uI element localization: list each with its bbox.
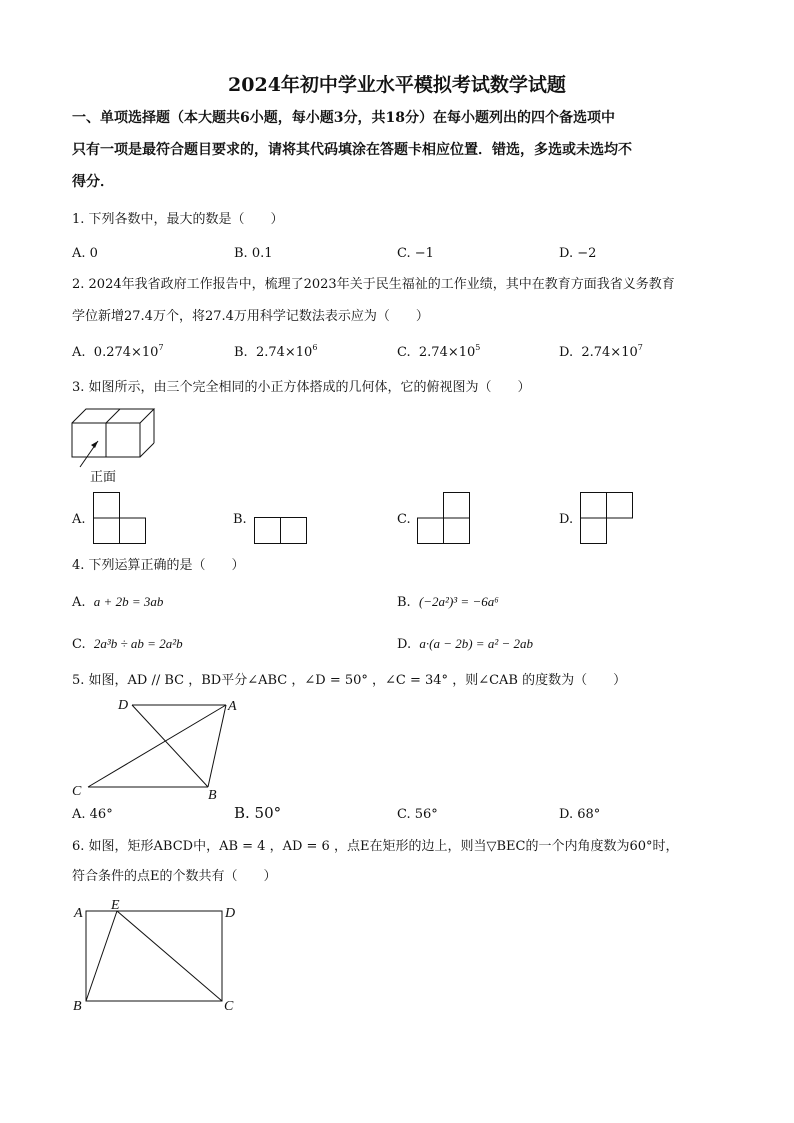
q4-option-b-expr: (−2a²)³ = −6a⁶ (418, 594, 499, 609)
q5-label-b: B (208, 788, 217, 803)
q3-option-a-figure (93, 492, 147, 544)
q5-option-a: A. 46° (72, 807, 113, 822)
q2-option-d-exp: 7 (637, 343, 643, 352)
section-heading-line3: 得分． (72, 174, 114, 190)
q5-option-d: D. 68° (559, 807, 601, 822)
q2-option-d (559, 345, 643, 361)
q1-option-c: C. −1 (397, 246, 434, 261)
q5-option-c: C. 56° (397, 807, 438, 822)
q2-option-b-base: 2.74×10 (255, 345, 313, 360)
q2-option-a (72, 345, 164, 361)
q3-solid-figure (70, 405, 154, 475)
q6-label-b: B (73, 999, 82, 1014)
q6-rectangle-figure (70, 895, 250, 1020)
q4-option-a-letter: A. (72, 595, 86, 610)
q5-label-c: C (72, 784, 82, 799)
q2-option-d-base: 2.74×10 (581, 345, 638, 360)
q6-label-e: E (111, 898, 120, 913)
q4-option-b (397, 594, 499, 611)
q2-option-a-exp: 7 (158, 343, 164, 352)
q2-option-a-letter: A. (72, 345, 86, 360)
q2-option-d-letter: D. (559, 345, 574, 360)
q6-label-a: A (74, 906, 83, 921)
front-arrow-icon (80, 441, 98, 467)
q5-stem: 5. 如图，AD // BC ，BD平分∠ABC ，∠D = 50° ，∠C = 34° ，则∠CAB 的度数为（ ） (72, 673, 627, 688)
q3-option-d: D. (559, 512, 574, 527)
q2-option-b-exp: 6 (312, 343, 318, 352)
q4-option-a (72, 594, 163, 611)
q2-stem-line2: 学位新增27.4万个，将27.4万用科学记数法表示应为（ ） (72, 309, 429, 324)
q6-label-c: C (224, 999, 234, 1014)
q4-option-d-expr: a·(a − 2b) = a² − 2ab (419, 636, 533, 651)
q1-option-b: B. 0.1 (234, 246, 273, 261)
q6-label-d: D (225, 906, 236, 921)
section-heading-line2: 只有一项是最符合题目要求的，请将其代码填涂在答题卡相应位置．错选，多选或未选均不 (72, 142, 632, 158)
q2-option-c-letter: C. (397, 345, 411, 360)
q4-option-c (72, 636, 183, 653)
q3-option-b: B. (233, 512, 247, 527)
q3-front-label: 正面 (90, 470, 117, 485)
section-heading-line1: 一、单项选择题（本大题共6小题，每小题3分，共18分）在每小题列出的四个备选项中 (72, 110, 615, 126)
q3-option-d-figure (580, 492, 634, 544)
q2-option-b-letter: B. (234, 345, 248, 360)
q2-option-c-base: 2.74×10 (418, 345, 476, 360)
q2-option-a-base: 0.274×10 (93, 345, 159, 360)
q1-option-a: A. 0 (72, 246, 98, 261)
q4-option-d (397, 636, 533, 653)
q4-option-c-expr: 2a³b ÷ ab = 2a²b (93, 636, 183, 651)
q5-label-d: D (118, 698, 129, 713)
q4-stem: 4. 下列运算正确的是（ ） (72, 558, 245, 573)
page-title: 2024年初中学业水平模拟考试数学试题 (228, 74, 566, 96)
q5-label-a: A (228, 699, 237, 714)
q2-option-c-exp: 5 (475, 343, 481, 352)
q3-option-b-figure (254, 517, 308, 545)
q1-stem: 1. 下列各数中，最大的数是（ ） (72, 212, 284, 227)
q3-option-c: C. (397, 512, 411, 527)
q3-option-a: A. (72, 512, 86, 527)
q5-trapezoid-figure (70, 695, 240, 805)
q4-option-b-letter: B. (397, 595, 411, 610)
q1-option-d: D. −2 (559, 246, 597, 261)
q4-option-c-letter: C. (72, 637, 86, 652)
q6-stem-line2: 符合条件的点E的个数共有（ ） (72, 869, 277, 884)
q6-stem-line1: 6. 如图，矩形ABCD中，AB = 4 ，AD = 6 ，点E在矩形的边上，则当▽BEC的一个内角度数为60°时， (72, 839, 679, 854)
q4-option-d-letter: D. (397, 637, 412, 652)
q3-option-c-figure (417, 492, 471, 544)
q2-stem-line1: 2. 2024年我省政府工作报告中，梳理了2023年关于民生福祉的工作业绩，其中在教育方面我省义务教育 (72, 277, 675, 292)
q2-option-b (234, 345, 317, 361)
q3-stem: 3. 如图所示，由三个完全相同的小正方体搭成的几何体，它的俯视图为（ ） (72, 380, 531, 395)
q5-option-b: B. 50° (234, 804, 282, 822)
q4-option-a-expr: a + 2b = 3ab (93, 594, 164, 609)
q2-option-c (397, 345, 480, 361)
